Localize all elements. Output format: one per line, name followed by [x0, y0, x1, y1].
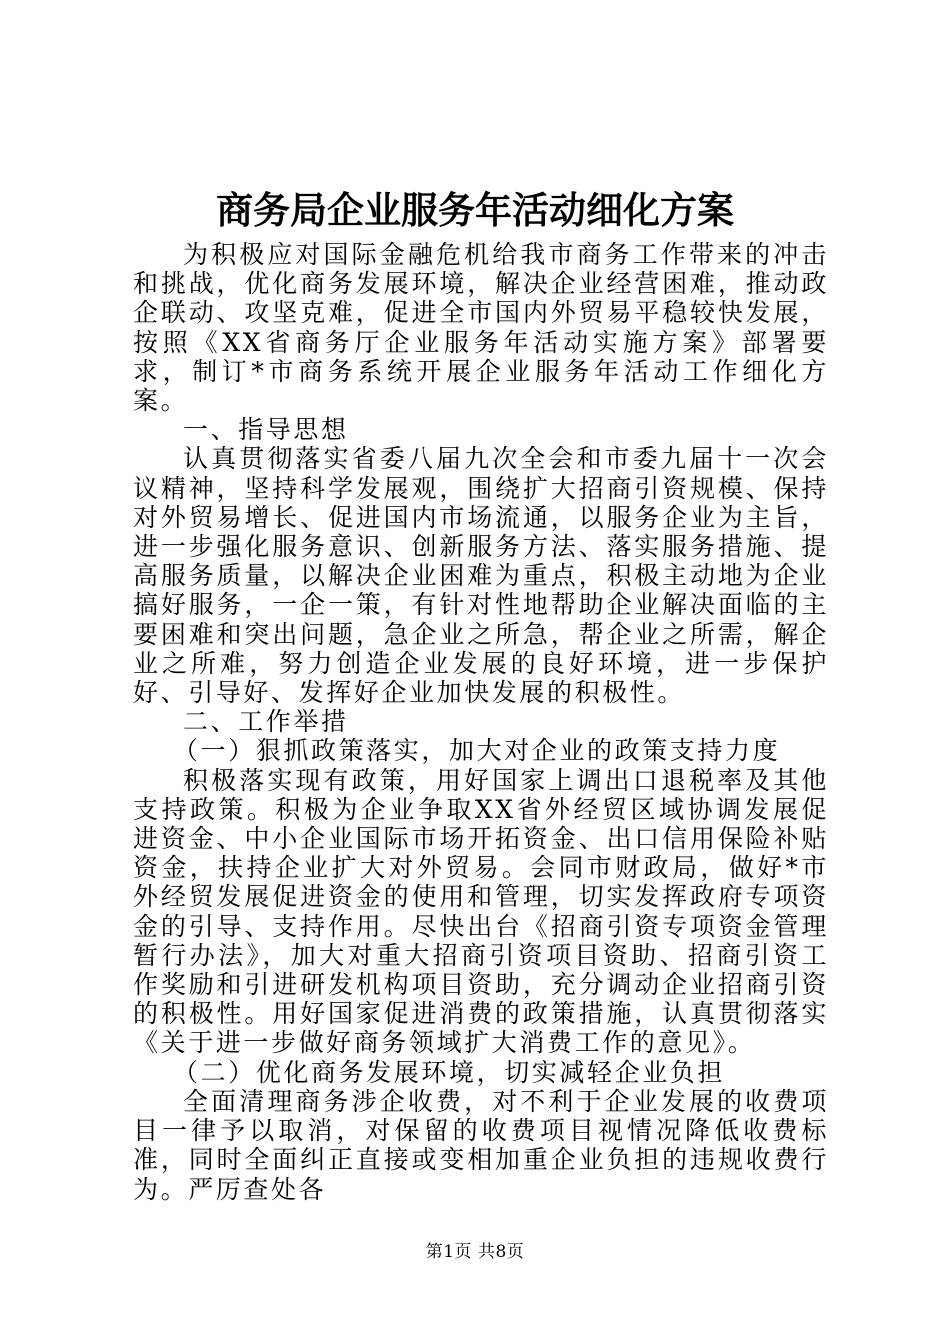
policy-implementation-paragraph: 积极落实现有政策，用好国家上调出口退税率及其他支持政策。积极为企业争取XX省外经贸区域协调发展促进资金、中小企业国际市场开拓资金、出口信用保险补贴资金，扶持企业扩大对外贸易。会同市财政局，做好*市外经贸发展促进资金的使用和管理，切实发挥政府专项资金的引导、支持作用。尽快出台《招商引资专项资金管理暂行办法》，加大对重大招商引资项目资助、招商引资工作奖励和引进研发机构项目资助，充分调动企业招商引资的积极性。用好国家促进消费的政策措施，认真贯彻落实《关于进一步做好商务领域扩大消费工作的意见》。: [133, 765, 829, 1058]
section-heading-work-measures: 二、工作举措: [183, 707, 349, 737]
guiding-thought-paragraph: 认真贯彻落实省委八届九次全会和市委九届十一次会议精神，坚持科学发展观，围绕扩大招商引资规模、保持对外贸易增长、促进国内市场流通，以服务企业为主旨，进一步强化服务意识、创新服务方法、落实服务措施、提高服务质量，以解决企业困难为重点，积极主动地为企业搞好服务，一企一策，有针对性地帮助企业解决面临的主要困难和突出问题，急企业之所急，帮企业之所需，解企业之所难，努力创造企业发展的良好环境，进一步保护好、引导好、发挥好企业加快发展的积极性。: [133, 444, 829, 708]
section-heading-guiding-thought: 一、指导思想: [183, 415, 349, 445]
business-environment-paragraph: 全面清理商务涉企收费，对不利于企业发展的收费项目一律予以取消，对保留的收费项目视情况降低收费标准，同时全面纠正直接或变相加重企业负担的违规收费行为。严厉查处各: [133, 1086, 829, 1204]
document-body: [133, 240, 829, 1204]
subheading-business-environment: （二）优化商务发展环境，切实减轻企业负担: [173, 1057, 726, 1087]
document-title: 商务局企业服务年活动细化方案: [216, 188, 734, 232]
intro-paragraph: 为积极应对国际金融危机给我市商务工作带来的冲击和挑战，优化商务发展环境，解决企业经营困难，推动政企联动、攻坚克难，促进全市国内外贸易平稳较快发展，按照《XX省商务厅企业服务年活动实施方案》部署要求，制订*市商务系统开展企业服务年活动工作细化方案。: [133, 240, 829, 416]
page-footer: 第1页 共8页: [425, 1242, 525, 1262]
subheading-policy-implementation: （一）狠抓政策落实，加大对企业的政策支持力度: [173, 736, 781, 766]
